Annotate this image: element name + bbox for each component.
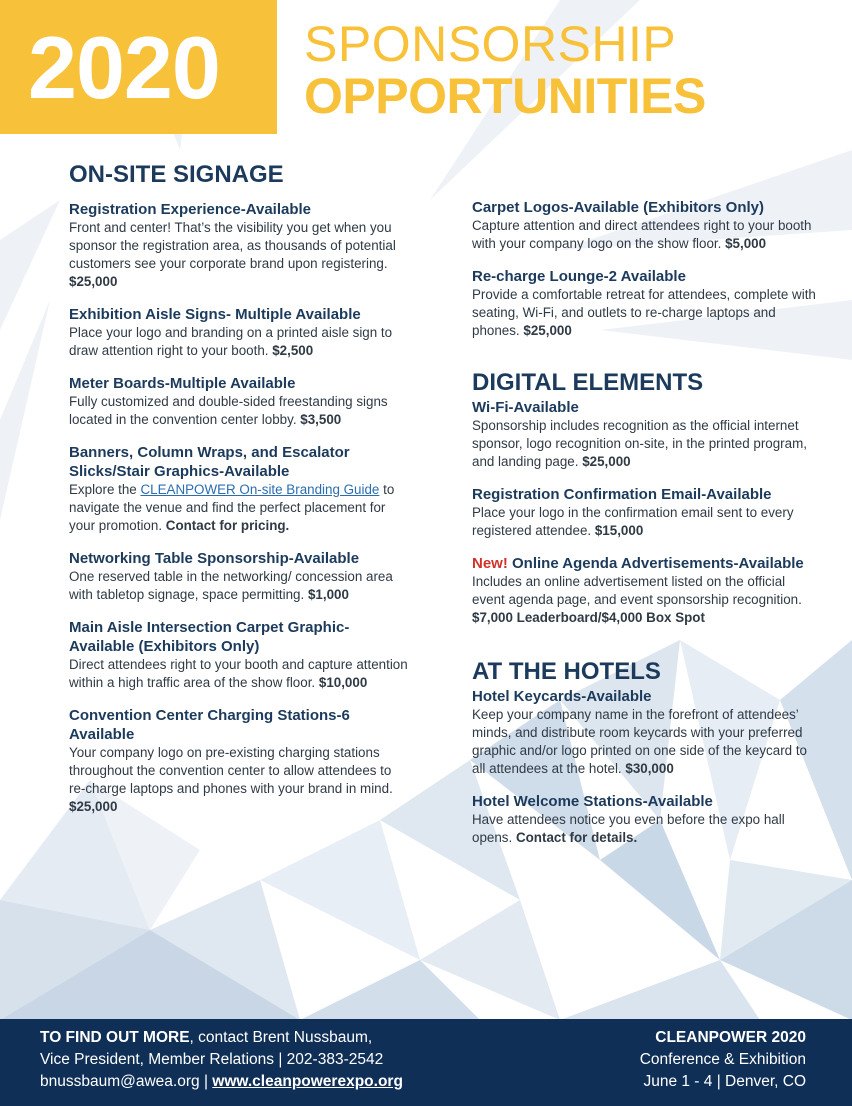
item-title: Exhibition Aisle Signs- Multiple Available bbox=[69, 306, 361, 323]
item-price: $30,000 bbox=[625, 761, 674, 776]
branding-guide-link[interactable]: CLEANPOWER On-site Branding Guide bbox=[140, 482, 380, 497]
footer-contact: TO FIND OUT MORE, contact Brent Nussbaum, Vice President, Member Relations | 202-383-2542 bnussbaum@awea.org | www.cleanpowerexpo.org bbox=[40, 1029, 403, 1090]
item-price: $7,000 Leaderboard/$4,000 Box Spot bbox=[472, 610, 705, 625]
item-title: Hotel Welcome Stations-Available bbox=[472, 793, 713, 810]
item-banners bbox=[69, 443, 409, 535]
item-confirmation-email bbox=[472, 485, 817, 540]
item-price: $25,000 bbox=[69, 799, 118, 814]
item-price: $10,000 bbox=[318, 675, 368, 690]
footer bbox=[0, 1019, 852, 1106]
item-description: Sponsorship includes recognition as the official internet sponsor, logo recognition on-site, in the printed program, and landing page. $25,000 bbox=[472, 418, 807, 469]
item-price: $25,000 bbox=[523, 323, 572, 338]
item-aisle-signs bbox=[69, 305, 409, 360]
footer-lead: TO FIND OUT MORE bbox=[40, 1029, 190, 1046]
title-line-1: SPONSORSHIP bbox=[304, 16, 677, 72]
item-price: $2,500 bbox=[272, 343, 314, 358]
item-price: $1,000 bbox=[307, 587, 349, 602]
item-description: Your company logo on pre-existing charging stations throughout the convention center to allow attendees to re-charge laptops and phones with your brand in mind. $25,000 bbox=[69, 745, 393, 814]
item-title: Meter Boards-Multiple Available bbox=[69, 375, 296, 392]
section-heading-hotels: AT THE HOTELS bbox=[472, 658, 661, 685]
item-description: Explore the CLEANPOWER On-site Branding Guide to navigate the venue and find the perfect placement for your promotion. Contact for pricing. bbox=[69, 482, 395, 533]
item-wifi bbox=[472, 398, 817, 471]
item-description: Direct attendees right to your booth and capture attention within a high traffic area of the show floor. $10,000 bbox=[69, 657, 408, 690]
item-hotel-welcome bbox=[472, 792, 817, 847]
footer-website-link[interactable]: www.cleanpowerexpo.org bbox=[212, 1073, 403, 1090]
item-description: Front and center! That’s the visibility you get when you sponsor the registration area, as thousands of potential customers see your corporate brand upon registering. $25,000 bbox=[69, 220, 396, 289]
item-price: $3,500 bbox=[300, 412, 342, 427]
item-price: Contact for pricing. bbox=[165, 518, 290, 533]
item-title: Convention Center Charging Stations-6 Available bbox=[69, 707, 350, 743]
item-title: Main Aisle Intersection Carpet Graphic-Available (Exhibitors Only) bbox=[69, 619, 350, 655]
event-date-location: June 1 - 4 | Denver, CO bbox=[643, 1073, 806, 1090]
item-description: Fully customized and double-sided freestanding signs located in the convention center lobby. $3,500 bbox=[69, 394, 388, 427]
item-description: Includes an online advertisement listed on the official event agenda page, and event sponsorship recognition. $7,000 Leaderboard/$4,000 Box Spot bbox=[472, 574, 802, 625]
item-main-aisle-carpet bbox=[69, 618, 409, 692]
item-online-agenda bbox=[472, 554, 817, 627]
item-description: One reserved table in the networking/ concession area with tabletop signage, space permitting. $1,000 bbox=[69, 569, 393, 602]
item-description: Keep your company name in the forefront of attendees’ minds, and distribute room keycards with your preferred graphic and/or logo printed on one side of the keycard to all attendees at the hotel. $30,000 bbox=[472, 707, 807, 776]
item-price: Contact for details. bbox=[515, 830, 638, 845]
item-title: Carpet Logos-Available (Exhibitors Only) bbox=[472, 199, 764, 216]
item-description: Have attendees notice you even before the expo hall opens. Contact for details. bbox=[472, 812, 785, 845]
footer-contact-title: Vice President, Member Relations | 202-383-2542 bbox=[40, 1051, 384, 1068]
item-carpet-logos bbox=[472, 198, 817, 253]
event-name: CLEANPOWER 2020 bbox=[655, 1029, 806, 1046]
item-hotel-keycards bbox=[472, 687, 817, 778]
section-heading-onsite: ON-SITE SIGNAGE bbox=[69, 161, 284, 188]
item-title: Banners, Column Wraps, and Escalator Slicks/Stair Graphics-Available bbox=[69, 444, 350, 480]
item-title: Wi-Fi-Available bbox=[472, 399, 579, 416]
item-title: Networking Table Sponsorship-Available bbox=[69, 550, 360, 567]
item-price: $25,000 bbox=[582, 454, 631, 469]
footer-contact-name: , contact Brent Nussbaum, bbox=[189, 1029, 373, 1046]
left-column bbox=[69, 160, 409, 816]
item-title: New! Online Agenda Advertisements-Available bbox=[472, 555, 804, 572]
new-badge: New! bbox=[472, 555, 508, 572]
year-text: 2020 bbox=[28, 18, 220, 117]
item-description: Place your logo in the confirmation email sent to every registered attendee. $15,000 bbox=[472, 505, 794, 538]
item-price: $5,000 bbox=[725, 236, 767, 251]
item-recharge-lounge bbox=[472, 267, 817, 340]
item-description: Capture attention and direct attendees right to your booth with your company logo on the show floor. $5,000 bbox=[472, 218, 812, 251]
footer-event-info bbox=[640, 1027, 806, 1093]
item-registration-experience bbox=[69, 200, 409, 291]
item-price: $25,000 bbox=[69, 274, 118, 289]
event-type: Conference & Exhibition bbox=[639, 1051, 806, 1068]
section-heading-digital: DIGITAL ELEMENTS bbox=[472, 369, 704, 396]
item-networking-table bbox=[69, 549, 409, 604]
item-description: Place your logo and branding on a printed aisle sign to draw attention right to your booth. $2,500 bbox=[69, 325, 393, 358]
right-column bbox=[472, 198, 817, 847]
item-meter-boards bbox=[69, 374, 409, 429]
item-title: Registration Confirmation Email-Available bbox=[472, 486, 772, 503]
item-title: Registration Experience-Available bbox=[69, 201, 312, 218]
year-banner bbox=[0, 0, 277, 134]
title-line-2: OPPORTUNITIES bbox=[304, 68, 706, 124]
item-charging-stations bbox=[69, 706, 409, 816]
item-title: Re-charge Lounge-2 Available bbox=[472, 268, 686, 285]
item-title: Hotel Keycards-Available bbox=[472, 688, 652, 705]
item-price: $15,000 bbox=[594, 523, 644, 538]
item-description: Provide a comfortable retreat for attendees, complete with seating, Wi-Fi, and outlets to re-charge laptops and phones. $25,000 bbox=[472, 287, 816, 338]
footer-email[interactable]: bnussbaum@awea.org bbox=[40, 1073, 200, 1090]
